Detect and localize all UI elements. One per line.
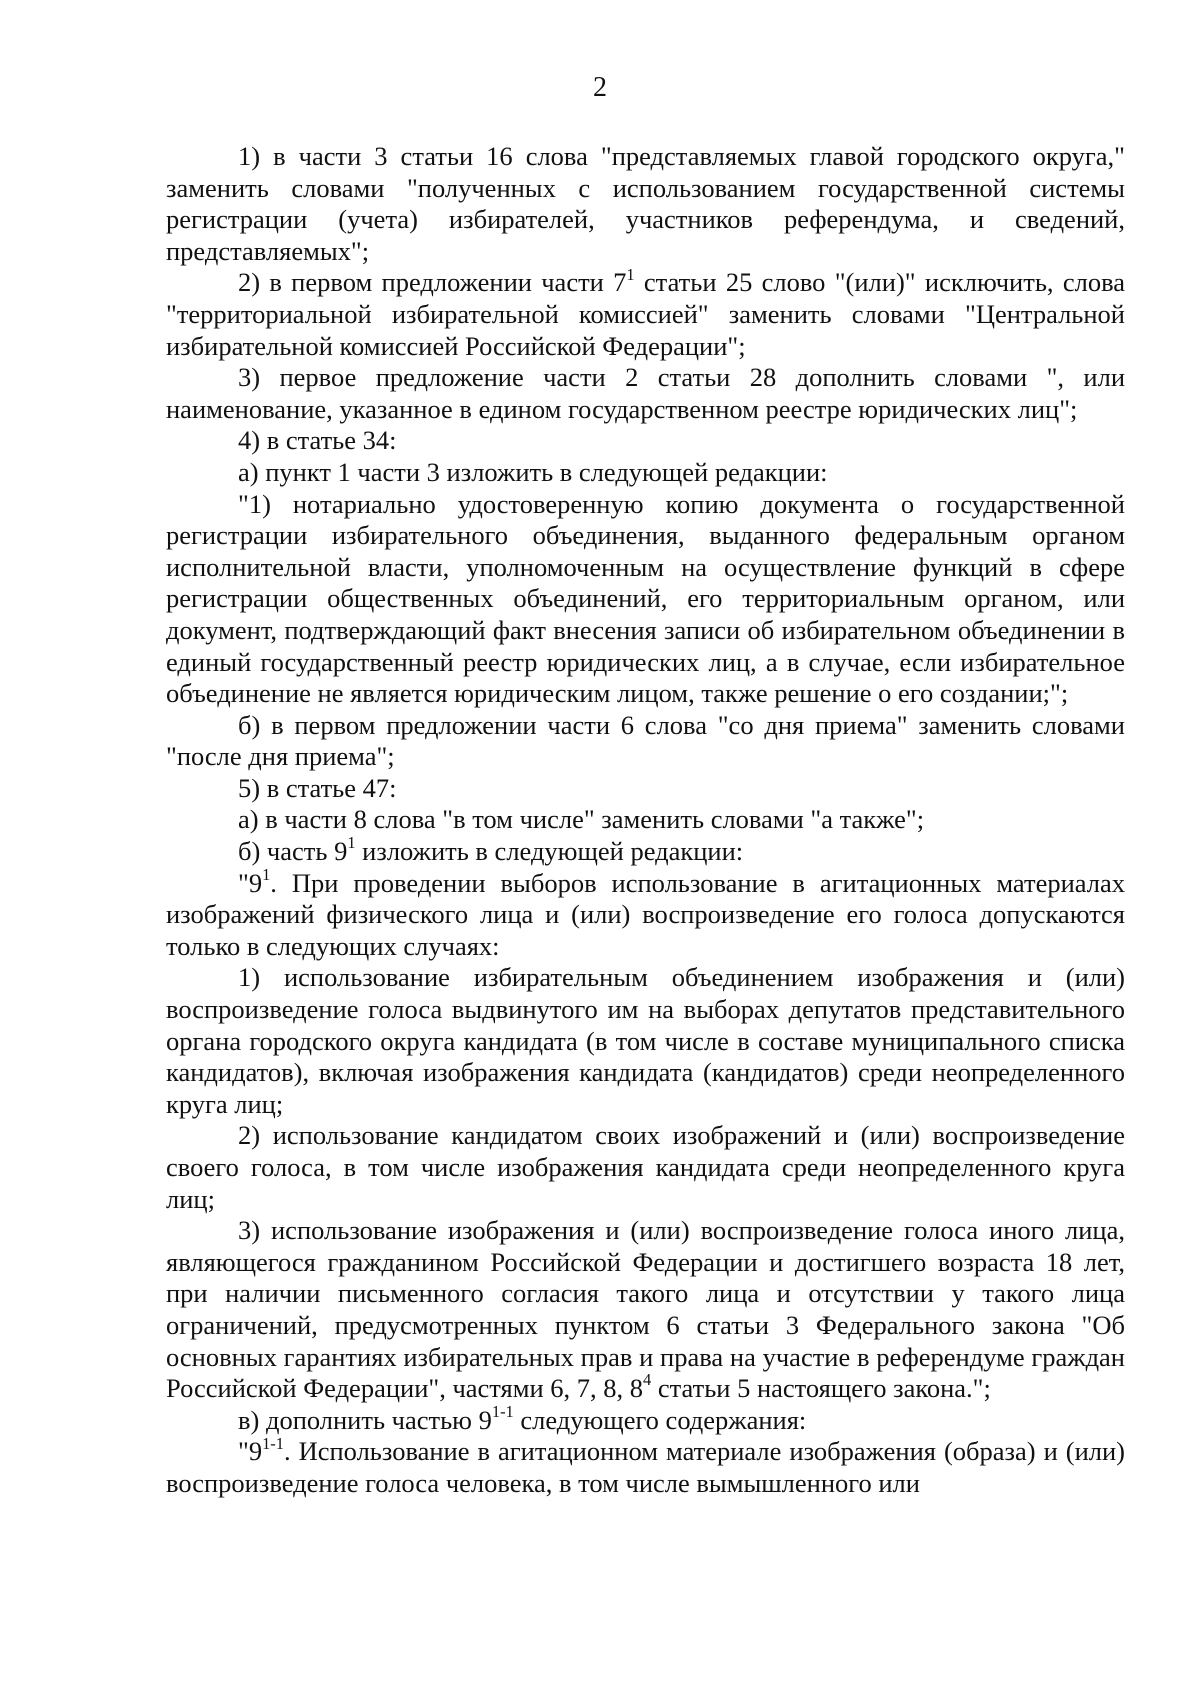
text-run: 2) использование кандидатом своих изображений и (или) воспроизведение своего голоса, в том числе изображения кандидата среди неопределенного круга лиц; [166,1120,1125,1214]
text-run: б) в первом предложении части 6 слова "со дня приема" заменить словами "после дня приема"; [166,709,1125,772]
paragraph [166,833,1125,868]
text-run: 1) использование избирательным объединением изображения и (или) воспроизведение голоса выдвинутого им на выборах депутатов представительного органа городского округа кандидата (в том числе в составе муниципального списка кандидатов), включая изображения кандидата (кандидатов) среди неопределенного круга лиц; [166,962,1125,1119]
superscript: 1 [262,864,271,884]
text-run: . При проведении выборов использование в агитационных материалах изображений физического лица и (или) воспроизведение его голоса допускаются только в следующих случаях: [166,867,1125,961]
text-run: б) часть 9 [238,836,348,867]
text-run: . Использование в агитационном материале изображения (образа) и (или) воспроизведение голоса человека, в том числе вымышленного или [166,1436,1125,1498]
text-run: в) дополнить частью 9 [238,1404,492,1435]
text-run: 3) первое предложение части 2 статьи 28 дополнить словами ", или наименование, указанное в едином государственном реестре юридических лиц"; [166,362,1125,424]
text-run: 1) в части 3 статьи 16 слова "представляемых главой городского округа," заменить словами "полученных с использованием государственной системы регистрации (учета) избирателей, участников референдума, и сведений, представляемых"; [166,141,1125,266]
document-body [166,141,1125,1500]
text-run: 4) в статье 34: [238,425,397,456]
paragraph [166,457,1125,489]
paragraph [166,362,1125,425]
text-run: 3) использование изображения и (или) воспроизведение голоса иного лица, являющегося гражданином Российской Федерации и достигшего возраста 18 лет, при наличии письменного согласия такого лица и отсутствии у такого лица ограничений, предусмотренных пунктом 6 статьи 3 Федерального закона "Об основных гарантиях избирательных прав и права на участие в референдуме граждан Российской Федерации", частями 6, 7, 8, 8 [166,1215,1125,1404]
paragraph [166,1120,1125,1215]
superscript: 4 [643,1370,652,1390]
text-run: 5) в статье 47: [238,772,397,803]
paragraph [166,1433,1125,1499]
text-run: "9 [238,1436,263,1467]
superscript: 1-1 [491,1401,514,1421]
superscript: 1 [347,833,356,853]
paragraph [166,864,1125,963]
superscript: 1-1 [262,1433,284,1453]
paragraph [166,425,1125,457]
paragraph [166,141,1125,267]
page-number: 2 [593,72,607,103]
paragraph [166,804,1125,836]
superscript: 1 [626,264,635,284]
paragraph [166,489,1125,710]
text-run: статьи 5 настоящего закона."; [651,1373,991,1404]
paragraph [166,264,1125,362]
text-run: "1) нотариально удостоверенную копию документа о государственной регистрации избирательного объединения, выданного федеральным органом исполнительной власти, уполномоченным на осуществление функций в сфере регистрации общественных объединений, его территориальным органом, или документ, подтверждающий факт внесения записи об избирательном объединении в единый государственный реестр юридических лиц, а в случае, если избирательное объединение не является юридическим лицом, также решение о его создании;"; [166,488,1125,709]
paragraph [166,1401,1125,1437]
paragraph [166,962,1125,1120]
text-run: статьи 25 слово "(или)" исключить, слова "территориальной избирательной комиссией" заменить словами "Центральной избирательной комиссией Российской Федерации"; [166,267,1125,361]
text-run: а) пункт 1 части 3 изложить в следующей редакции: [238,456,828,487]
paragraph [166,1215,1125,1405]
text-run: изложить в следующей редакции: [355,836,744,867]
text-run: "9 [238,867,263,898]
paragraph [166,710,1125,773]
paragraph [166,773,1125,805]
text-run: следующего содержания: [513,1404,807,1435]
text-run: а) в части 8 слова "в том числе" заменить словами "а также"; [238,804,925,835]
text-run: 2) в первом предложении части 7 [238,267,627,298]
